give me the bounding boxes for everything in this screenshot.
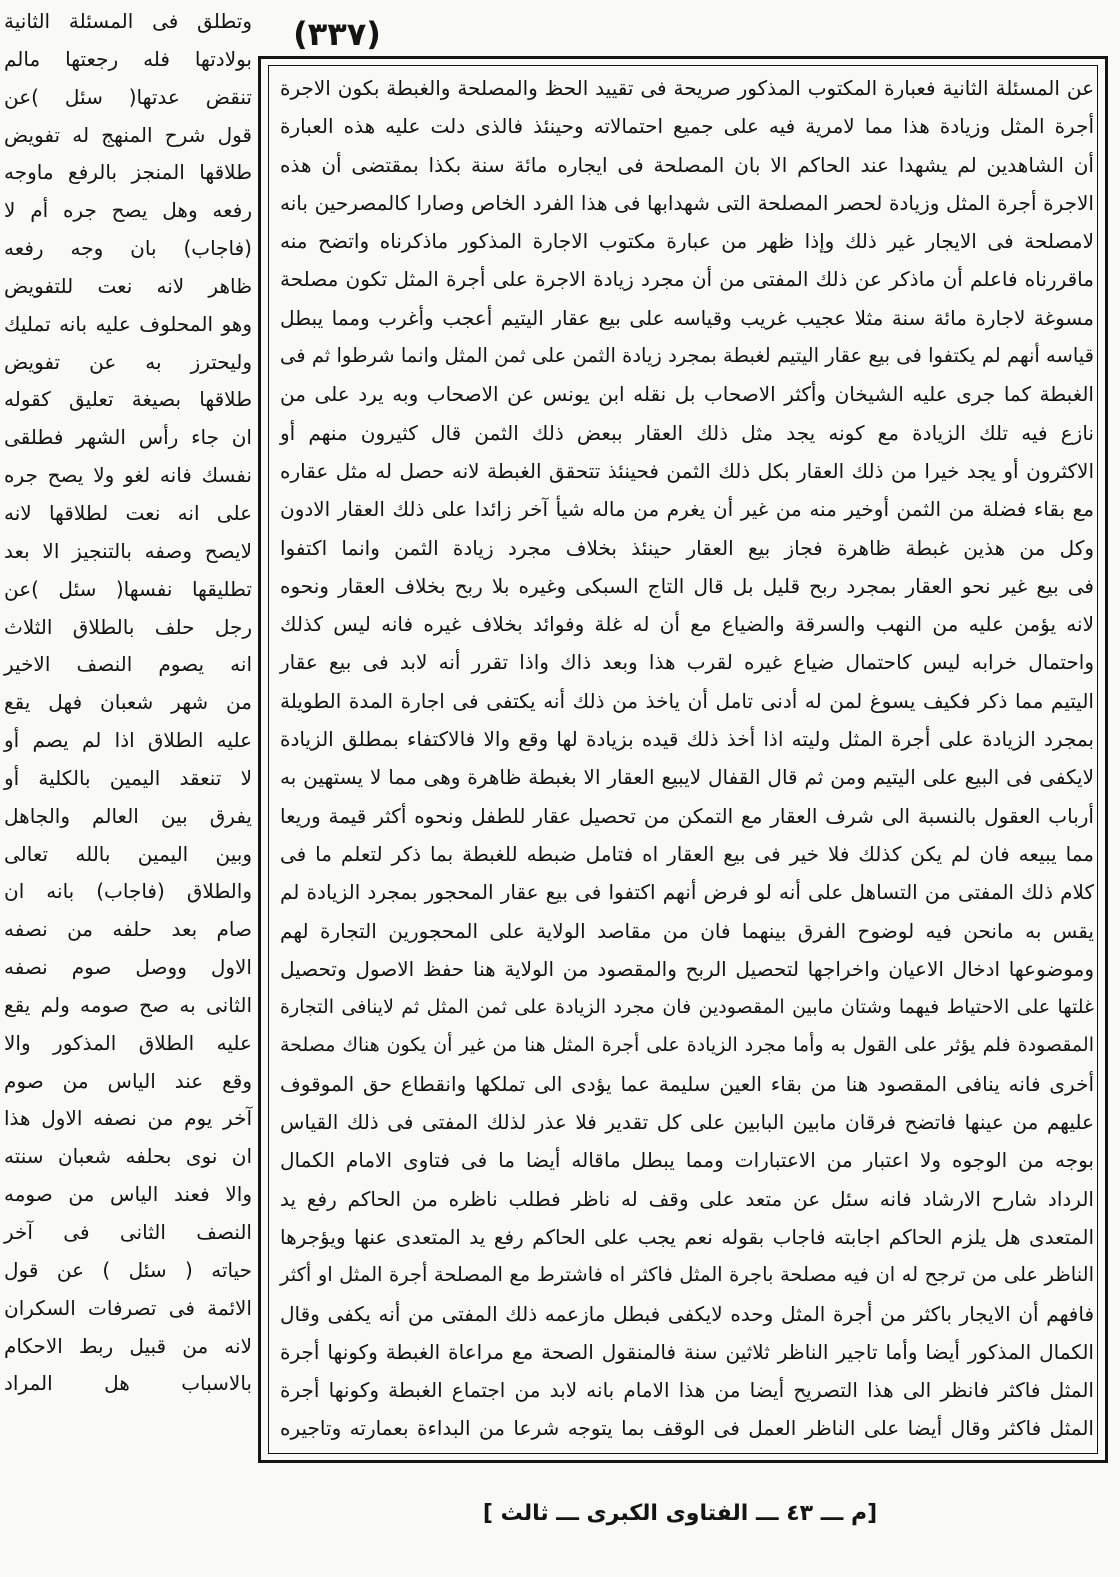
main-text-line: الرداد شارح الارشاد فانه سئل عن متعد على وقف له ناظر فطلب ناظره من الحاكم رفع يد — [280, 1186, 1094, 1211]
margin-note-line: عليه الطلاق اذا لم يصم أو — [4, 728, 252, 753]
main-text-line: المثل فاكثر وقال أيضا على الناظر العمل فى الوقف بما يتوجه شرعا من البداءة بعمارته وتاجيره — [280, 1416, 1094, 1441]
main-text-line: لانه يؤمن عليه من النهب والسرقة والضياع مع أن له غلة وفوائد بخلاف غيره فانه ليس كذلك — [280, 612, 1094, 637]
margin-note-line: وليحترز به عن تفويض — [4, 349, 252, 374]
margin-note-line: وتطلق فى المسئلة الثانية — [4, 9, 252, 33]
margin-note-line: لانه من قبيل ربط الاحكام — [4, 1333, 252, 1358]
main-text-line: مسوغة لاجارة مائة سنة مثلا عجيب غريب وقياسه على بيع عقار اليتيم أعجب وأغرب ومما يبطل — [280, 305, 1094, 330]
main-text-line: يقس به مانحن فيه لوضوح الفرق بينهما فان من مقاصد الولاية على المحجورين التجارة لهم — [280, 918, 1094, 943]
margin-note-line: والا فعند الياس من صومه — [4, 1182, 252, 1207]
main-text-line: قياسه أنهم لم يكتفوا فى بيع عقار اليتيم لغبطة بمجرد زيادة الثمن على ثمن المثل وانما شرطوا ثم فى — [280, 344, 1094, 368]
main-text-line: ماقررناه فاعلم أن ماذكر عن ذلك المفتى من أن مجرد زيادة الاجرة على أجرة المثل تكون مصلحة — [280, 267, 1094, 292]
margin-note-line: رفعه وهل يصح جره أم لا — [4, 198, 252, 223]
main-text-line: المقصودة فلم يؤثر على القول به وأما مجرد الزيادة على أجرة المثل هنا من غير أن يكون هناك مصلحة — [280, 1034, 1094, 1057]
main-text-line: أرباب العقول بالنسبة الى شرف العقار مع التمكن من تحصيل عقار للطفل ونحوه أكثر قيمة وريعا — [280, 803, 1094, 828]
main-text-line: عليهم من عينها فاتضح فرقان مابين البابين على كل تقدير فلا عذر لذلك المفتى فى ذلك القياس — [280, 1110, 1094, 1135]
main-text-line: فافهم أن الايجار باكثر من أجرة المثل وحده لايكفى فبطل مازعمه ذلك المفتى من أنه يكفى وقال — [280, 1301, 1094, 1326]
margin-note-line: تطليقها نفسها( سئل )عن — [4, 576, 252, 601]
margin-notes-column — [4, 3, 252, 1403]
main-text-line: غلتها على الاحتياط فيهما وشتان مابين المقصودين فان مجرد الزيادة على ثمن المثل ثم لاينافى التجارة — [280, 996, 1094, 1019]
margin-note-line: عليه الطلاق المذكور والا — [4, 1030, 252, 1055]
margin-note-line: النصف الثانى فى آخر — [4, 1220, 252, 1244]
margin-note-line: بالاسباب هل المراد — [4, 1371, 252, 1396]
main-text-line: الكمال المذكور أيضا وأما تاجير الناظر ثلاثين سنة فالمنقول الصحة مع مراعاة الغبطة وكونها أجرة — [280, 1339, 1094, 1364]
main-text-line: أخرى فانه ينافى المقصود هنا من بقاء العين سليمة عما يؤدى الى تملكها وانقطاع حق الموقوف — [280, 1071, 1094, 1096]
main-text-line: عن المسئلة الثانية فعبارة المكتوب المذكور صريحة فى تقييد الحظ والمصلحة والغبطة بكون الاجرة — [280, 76, 1094, 100]
main-text-line: أجرة المثل وزيادة هذا مما لامرية فيه على جميع احتمالاته وحينئذ فالذى دلت عليه هذه العبارة — [280, 114, 1094, 139]
main-text-line: الناظر على من ترجح له ان فيه مصلحة باجرة المثل فاكثر اه فاشترط مع المصلحة أجرة المثل او أكثر — [280, 1263, 1094, 1287]
main-text-line: فى بيع غير نحو العقار بمجرد ربح قليل بل قال التاج السبكى وغيره بلا ربح بخلاف العقار ونحوه — [280, 573, 1094, 598]
margin-note-line: ان نوى بحلفه شعبان سنته — [4, 1144, 252, 1169]
main-text-line: لامصلحة فى الايجار غير ذلك وإذا ظهر من عبارة مكتوب الاجارة المذكور ماذكرناه واتضح منه — [280, 229, 1094, 254]
margin-note-line: طلاقها بصيغة تعليق كقوله — [4, 387, 252, 412]
margin-note-line: رجل حلف بالطلاق الثلاث — [4, 614, 252, 639]
page-footer: [م ـــ ٤٣ ـــ الفتاوى الكبرى ـــ ثالث ] — [482, 1501, 878, 1526]
main-text-line: المتعدى هل يلزم الحاكم اجابته فاجاب بقوله نعم يجب على الحاكم رفع يد المتعدى عنها ويؤجرها — [280, 1224, 1094, 1249]
margin-note-line: (فاجاب) بان وجه رفعه — [4, 236, 252, 261]
main-text-line: بوجه من الوجوه ولا اعتبار من الاعتبارات ومما يبطل ماقاله أيضا ما فى فتاوى الامام الكمال — [280, 1148, 1094, 1173]
margin-note-line: تنقض عدتها( سئل )عن — [4, 84, 252, 109]
main-text-line: لايكفى فى البيع على اليتيم ومن ثم قال القفال لايبيع العقار الا بغبطة ظاهرة وهى مما لا يستهين به — [280, 765, 1094, 790]
margin-note-line: صام بعد حلفه من نصفه — [4, 917, 252, 942]
margin-note-line: قول شرح المنهج له تفويض — [4, 122, 252, 147]
main-text-column — [280, 69, 1094, 1448]
main-text-line: كلام ذلك المفتى من التساهل على أنه لو فرض أنهم اكتفوا فى بيع عقار المحجور بمجرد الزيادة لم — [280, 880, 1094, 905]
margin-note-line: طلاقها المنجز بالرفع ماوجه — [4, 160, 252, 185]
main-text-line: مع بقاء فضلة من الثمن أوخير منه من غير أن يغرم من ماله شيأ آخر زائدا على ذلك العقار الادون — [280, 497, 1094, 522]
margin-note-line: من شهر شعبان فهل يقع — [4, 690, 252, 715]
margin-note-line: على انه نعت لطلاقها لانه — [4, 500, 252, 525]
margin-note-line: لا تنعقد اليمين بالكلية أو — [4, 765, 252, 790]
margin-note-line: الاول ووصل صوم نصفه — [4, 955, 252, 980]
main-text-line: المثل فاكثر فانظر الى هذا التصريح أيضا من هذا الامام بانه لابد من اجتماع الغبطة وكونها أجرة — [280, 1378, 1094, 1403]
margin-note-line: الائمة فى تصرفات السكران — [4, 1295, 252, 1320]
margin-note-line: آخر يوم من نصفه الاول هذا — [4, 1106, 252, 1131]
main-text-line: الاكثرون أو يجد خيرا من ذلك العقار بكل ذلك الثمن فحينئذ تتحقق الغبطة لانه حصل له مثل عقاره — [280, 458, 1094, 483]
margin-note-line: ان جاء رأس الشهر فطلقى — [4, 425, 252, 450]
main-text-line: مما يبيعه فان لم يكن كذلك فلا خير فى بيع العقار اه فتامل ضبطه للغبطة بما ذكر لتعلم ما فى — [280, 841, 1094, 866]
main-text-line: وموضوعها ادخال الاعيان واخراجها لتحصيل الربح والمقصود من الولاية هنا حفظ الاصول وتحصيل — [280, 956, 1094, 981]
main-text-line: وكل من هذين غبطة ظاهرة فجاز بيع العقار حينئذ بخلاف مجرد زيادة الثمن وانما اكتفوا — [280, 535, 1094, 560]
margin-note-line: نفسك فانه لغو ولا يصح جره — [4, 463, 252, 488]
margin-note-line: حياته ( سئل ) عن قول — [4, 1257, 252, 1282]
main-text-line: نازع فيه تلك الزيادة مع كونه يجد مثل ذلك العقار ببعض ذلك الثمن قال كثيرون منهم أو — [280, 420, 1094, 445]
main-text-line: الاجرة أجرة المثل وزيادة لحصر المصلحة التى شهدابها فى هذا الفرد الخاص وصارا كالمصرحين بانه — [280, 190, 1094, 215]
margin-note-line: وهو المحلوف عليه بانه تمليك — [4, 311, 252, 336]
main-text-line: الغبطة كما جرى عليه الشيخان وأكثر الاصحاب بل نقله ابن يونس عن الاصحاب وبه يرد على من — [280, 382, 1094, 407]
main-text-line: أن الشاهدين لم يشهدا عند الحاكم الا بان المصلحة فى ايجاره مائة سنة بكذا بمقتضى أن هذه — [280, 152, 1094, 177]
margin-note-line: انه يصوم النصف الاخير — [4, 652, 252, 677]
main-text-line: اليتيم مما ذكر فكيف يسوغ لمن له أدنى تامل أن ياخذ من ذلك أنه يكتفى فى اجارة المدة الطويلة — [280, 688, 1094, 713]
margin-note-line: بولادتها فله رجعتها مالم — [4, 46, 252, 71]
main-text-line: واحتمال خرابه ليس كاحتمال ضياع غيره لقرب هذا وبعد ذاك واذا تقرر أنه لابد فى بيع عقار — [280, 650, 1094, 675]
margin-note-line: وبين اليمين بالله تعالى — [4, 841, 252, 866]
page-number: (٣٣٧) — [293, 15, 381, 53]
margin-note-line: ظاهر لانه نعت للتفويض — [4, 273, 252, 298]
margin-note-line: يفرق بين العالم والجاهل — [4, 803, 252, 828]
margin-note-line: الثانى به صح صومه ولم يقع — [4, 992, 252, 1017]
margin-note-line: لايصح وصفه بالتنجيز الا بعد — [4, 538, 252, 563]
margin-note-line: والطلاق (فاجاب) بانه ان — [4, 879, 252, 904]
main-text-line: بمجرد الزيادة على أجرة المثل وليته اذا أخذ ذلك قيده بزيادة لها وقع والا فالاكتفاء بمطلق الزيادة — [280, 727, 1094, 752]
margin-note-line: وقع عند الياس من صوم — [4, 1068, 252, 1093]
